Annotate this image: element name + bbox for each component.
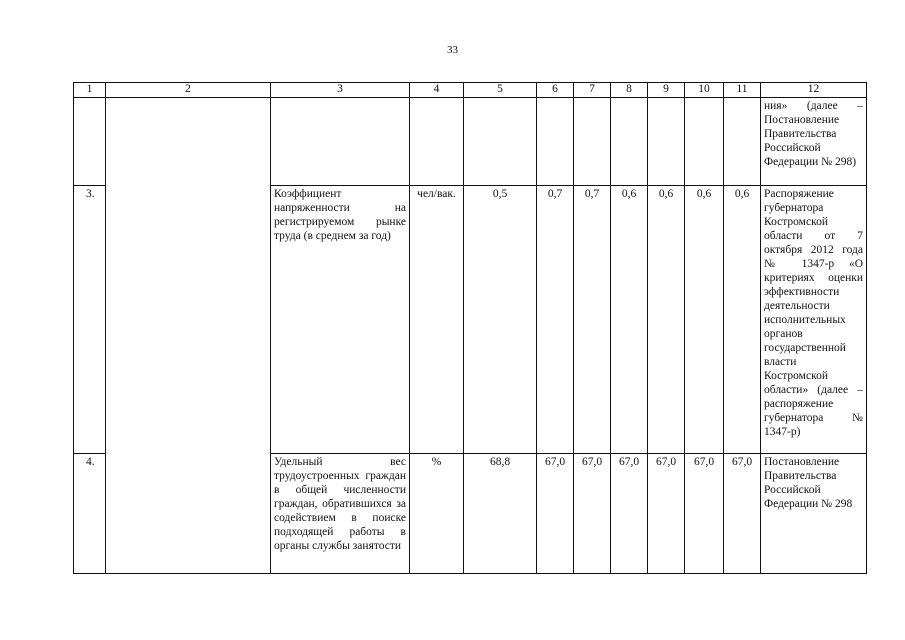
value-cell: 0,7	[537, 186, 574, 454]
value-cell: 0,5	[464, 186, 537, 454]
value-cell: 0,6	[685, 186, 724, 454]
value-cell: 67,0	[574, 454, 611, 574]
column-header: 6	[537, 83, 574, 98]
column-header: 4	[410, 83, 464, 98]
unit-cell: %	[410, 454, 464, 574]
value-cell	[611, 98, 648, 186]
column-number-row	[74, 83, 867, 98]
column-header: 2	[106, 83, 271, 98]
unit-cell	[410, 98, 464, 186]
column-header: 10	[685, 83, 724, 98]
value-cell	[537, 98, 574, 186]
indicator-name: Удельный вес трудоустроенных граждан в общей численности граждан, обратившихся за содействием в поиске подходящей работы в органы службы занятости	[271, 454, 410, 574]
program-name-cell	[106, 98, 271, 574]
column-header: 1	[74, 83, 106, 98]
table-row	[74, 98, 867, 186]
value-cell	[648, 98, 685, 186]
column-header: 12	[761, 83, 867, 98]
value-cell: 0,6	[611, 186, 648, 454]
row-number: 4.	[74, 454, 106, 574]
value-cell: 0,6	[724, 186, 761, 454]
column-header: 3	[271, 83, 410, 98]
page-number: 33	[447, 44, 458, 56]
row-number	[74, 98, 106, 186]
column-header: 8	[611, 83, 648, 98]
column-header: 7	[574, 83, 611, 98]
value-cell: 67,0	[537, 454, 574, 574]
value-cell: 67,0	[685, 454, 724, 574]
column-header: 5	[464, 83, 537, 98]
indicator-name	[271, 98, 410, 186]
value-cell	[685, 98, 724, 186]
value-cell	[724, 98, 761, 186]
column-header: 9	[648, 83, 685, 98]
value-cell: 68,8	[464, 454, 537, 574]
value-cell	[464, 98, 537, 186]
value-cell: 0,6	[648, 186, 685, 454]
value-cell	[574, 98, 611, 186]
value-cell: 67,0	[611, 454, 648, 574]
value-cell: 0,7	[574, 186, 611, 454]
source-document: ния» (далее – Постановление Правительства Российской Федерации № 298)	[761, 98, 867, 186]
value-cell: 67,0	[724, 454, 761, 574]
value-cell: 67,0	[648, 454, 685, 574]
indicator-name: Коэффициент напряженности на регистрируемом рынке труда (в среднем за год)	[271, 186, 410, 454]
source-document: Распоряжение губернатора Костромской области от 7 октября 2012 года № 1347-р «О критериях оценки эффективности деятельности исполнительных органов государственной власти Костромской области» (далее – распоряжение губернатора № 1347-р)	[761, 186, 867, 454]
indicators-table	[73, 82, 867, 574]
unit-cell: чел/вак.	[410, 186, 464, 454]
source-document: Постановление Правительства Российской Федерации № 298	[761, 454, 867, 574]
row-number: 3.	[74, 186, 106, 454]
column-header: 11	[724, 83, 761, 98]
